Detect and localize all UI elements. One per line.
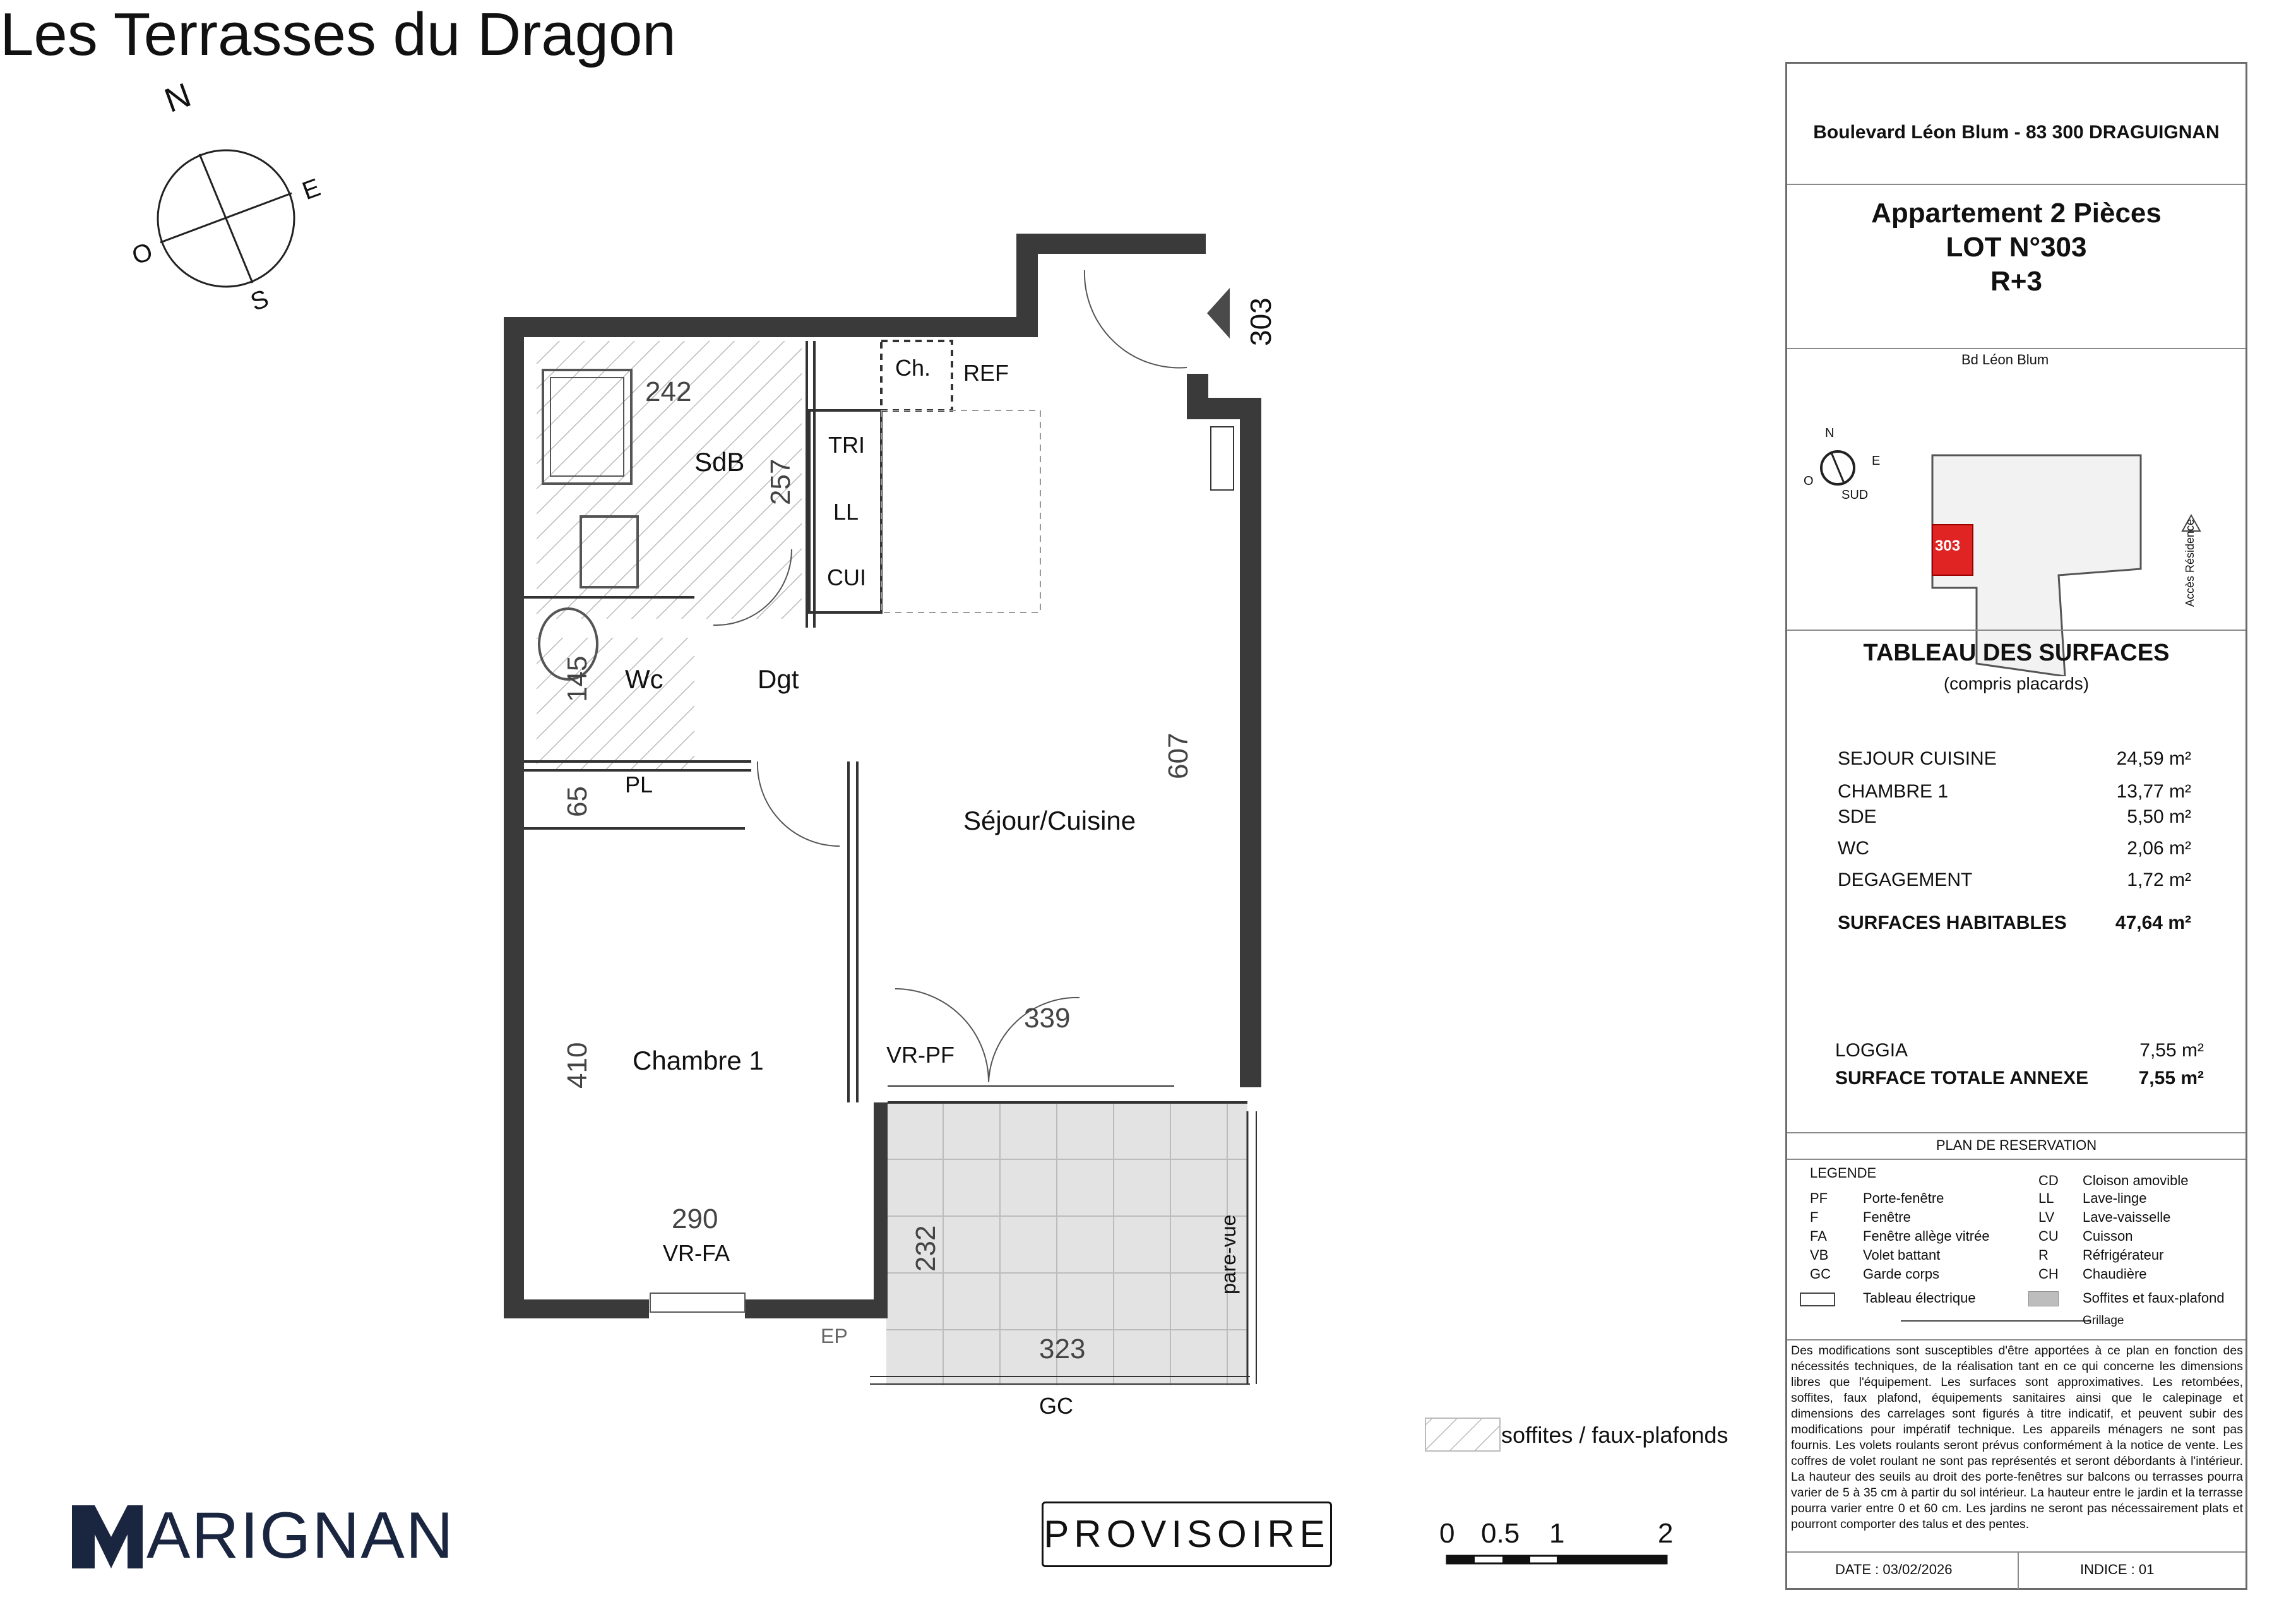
legend-item: Lave-linge xyxy=(2083,1190,2147,1206)
dim-410: 410 xyxy=(562,1042,593,1089)
room-chambre: Chambre 1 xyxy=(633,1046,764,1075)
dim-323: 323 xyxy=(1039,1334,1086,1364)
room-sejour: Séjour/Cuisine xyxy=(963,806,1136,835)
surface-total-row: SURFACES HABITABLES 47,64 m² xyxy=(1838,912,2191,933)
brand-name: ARIGNAN xyxy=(146,1499,455,1572)
legend-item: VB xyxy=(1810,1247,1829,1263)
legend-item: R xyxy=(2038,1247,2049,1263)
dim-65: 65 xyxy=(562,786,593,817)
label-tri: TRI xyxy=(828,432,865,458)
legend-item: Réfrigérateur xyxy=(2083,1247,2164,1263)
label-vr-pf: VR-PF xyxy=(886,1042,955,1068)
dim-257: 257 xyxy=(765,458,796,505)
minimap-e: E xyxy=(1872,454,1881,468)
dim-232: 232 xyxy=(910,1225,941,1272)
soffit-area-wc xyxy=(537,638,694,770)
legend-item: LL xyxy=(2038,1190,2054,1206)
dim-145: 145 xyxy=(562,655,593,702)
minimap-o: O xyxy=(1804,474,1814,488)
legend-item: Volet battant xyxy=(1863,1247,1941,1263)
room-sdb: SdB xyxy=(694,447,745,477)
indice: INDICE : 01 xyxy=(2080,1561,2155,1577)
soffit-legend-swatch xyxy=(1425,1418,1500,1451)
scale-label-05: 0.5 xyxy=(1481,1518,1520,1549)
label-ch: Ch. xyxy=(895,355,931,381)
legend-item: CU xyxy=(2038,1228,2059,1244)
divider xyxy=(1787,184,2245,185)
legend-item: CH xyxy=(2038,1266,2059,1282)
compass-o-label: O xyxy=(128,237,157,271)
label-cui: CUI xyxy=(827,564,866,590)
label-ep: EP xyxy=(821,1325,848,1347)
minimap-n: N xyxy=(1825,426,1835,440)
divider xyxy=(1787,348,2245,349)
legend-item: PF xyxy=(1810,1190,1828,1206)
brand-logo-mark xyxy=(72,1505,143,1568)
legend-item: Chaudière xyxy=(2083,1266,2147,1282)
label-vr-fa: VR-FA xyxy=(663,1240,730,1266)
surface-row: SDE 5,50 m² xyxy=(1838,806,2191,827)
grillage-label: Grillage xyxy=(2083,1314,2124,1327)
soffit-legend-label: soffites / faux-plafonds xyxy=(1501,1422,1728,1448)
room-dgt: Dgt xyxy=(758,664,799,694)
legend-item: CD xyxy=(2038,1173,2059,1188)
divider xyxy=(1787,1159,2245,1160)
divider xyxy=(1787,630,2245,631)
legende-title: LEGENDE xyxy=(1810,1165,1877,1181)
soffites-swatch-icon xyxy=(2028,1291,2059,1306)
label-pare-vue: pare-vue xyxy=(1217,1214,1240,1294)
tableau-electrique-icon xyxy=(1800,1293,1835,1306)
scale-bar xyxy=(1447,1556,1667,1563)
minimap xyxy=(1787,361,2248,676)
label-gc: GC xyxy=(1039,1393,1073,1419)
minimap-acces: Accès Résidence xyxy=(2184,518,2196,607)
divider xyxy=(1787,1132,2245,1133)
legend-item: Porte-fenêtre xyxy=(1863,1190,1944,1206)
compass-n-label: N xyxy=(159,76,196,120)
legend-item: Cuisson xyxy=(2083,1228,2133,1244)
legend-item: Fenêtre xyxy=(1863,1209,1911,1225)
legend-item: GC xyxy=(1810,1266,1831,1282)
minimap-sud: SUD xyxy=(1841,488,1869,502)
legend-item: Cloison amovible xyxy=(2083,1173,2189,1188)
scale-label-2: 2 xyxy=(1658,1518,1674,1549)
dim-339: 339 xyxy=(1024,1003,1071,1034)
room-pl: PL xyxy=(625,772,653,797)
legend-item: Garde corps xyxy=(1863,1266,1940,1282)
dim-607: 607 xyxy=(1163,732,1194,779)
compass-e-label: E xyxy=(299,173,324,206)
soffites-label: Soffites et faux-plafond xyxy=(2083,1290,2225,1306)
disclaimer: Des modifications sont susceptibles d'être apportées à ce plan en fonction des nécessités techniques, de la réalisation tant en ce qui concerne les dimensions libres que l'équipement. Les surfaces sont approximatives. Les retombées, soffites, faux plafond, équipements sanitaires ainsi que le calepinage et dimensions des carrelages sont figurés à titre indicatif, et peuvent subir des modifications pour impératif technique. Les appareils ménagers ne sont pas fournis. Les volets roulants seront prévus conformément à la notice de vente. Les coffres de volet roulant ne sont pas représentés et seront débordants à l'intérieur. La hauteur des seuils au droit des porte-fenêtres sur balcons ou terrasses pourra varier de 5 à 35 cm à partir du sol intérieur. La hauteur entre le jardin et la terrasse pourra varier entre 0 et 60 cm. Les jardins ne seront pas nécessairement plats et pourront comporter des talus et des pentes. xyxy=(1791,1344,2243,1531)
minimap-lot-badge: 303 xyxy=(1935,537,1961,554)
surfaces-subtitle: (compris placards) xyxy=(1943,674,2090,693)
label-ref: REF xyxy=(963,360,1009,386)
footer-divider xyxy=(2018,1551,2019,1589)
tableau-electrique-label: Tableau électrique xyxy=(1863,1290,1976,1306)
compass-s-label: S xyxy=(247,284,273,317)
surface-row: DEGAGEMENT 1,72 m² xyxy=(1838,869,2191,890)
dim-242: 242 xyxy=(645,376,692,407)
level: R+3 xyxy=(1990,266,2042,297)
lot-number: LOT N°303 xyxy=(1946,232,2087,263)
legend-item: Fenêtre allège vitrée xyxy=(1863,1228,1990,1244)
scale-label-0: 0 xyxy=(1439,1518,1455,1549)
loggia-row: LOGGIA 7,55 m² xyxy=(1835,1040,2204,1061)
label-ll: LL xyxy=(833,499,859,525)
plan-reservation: PLAN DE RESERVATION xyxy=(1936,1137,2097,1153)
surface-row: CHAMBRE 1 13,77 m² xyxy=(1838,781,2191,802)
dim-290: 290 xyxy=(672,1203,718,1234)
legend-item: LV xyxy=(2038,1209,2055,1225)
date: DATE : 03/02/2026 xyxy=(1835,1561,1953,1577)
info-panel xyxy=(1785,62,2247,1590)
apt-type: Appartement 2 Pièces xyxy=(1871,198,2162,229)
legend-item: Lave-vaisselle xyxy=(2083,1209,2171,1225)
compass xyxy=(158,150,294,287)
provisoire-stamp: PROVISOIRE xyxy=(1042,1502,1332,1567)
annexe-row: SURFACE TOTALE ANNEXE 7,55 m² xyxy=(1835,1068,2204,1089)
surface-row: WC 2,06 m² xyxy=(1838,838,2191,859)
plan-title: Les Terrasses du Dragon xyxy=(0,1,676,68)
legend-item: F xyxy=(1810,1209,1819,1225)
legend-item: FA xyxy=(1810,1228,1827,1244)
scale-label-1: 1 xyxy=(1549,1518,1565,1549)
divider xyxy=(1787,1551,2245,1553)
surfaces-title: TABLEAU DES SURFACES xyxy=(1863,640,2170,666)
room-wc: Wc xyxy=(625,664,663,694)
address: Boulevard Léon Blum - 83 300 DRAGUIGNAN xyxy=(1813,122,2220,143)
grillage-line-icon xyxy=(1901,1320,2090,1322)
lot-marker-arrow xyxy=(1207,288,1230,338)
label-lot-marker: 303 xyxy=(1244,297,1277,346)
divider xyxy=(1787,1339,2245,1340)
minimap-street: Bd Léon Blum xyxy=(1961,352,2049,367)
surface-row: SEJOUR CUISINE 24,59 m² xyxy=(1838,748,2191,769)
